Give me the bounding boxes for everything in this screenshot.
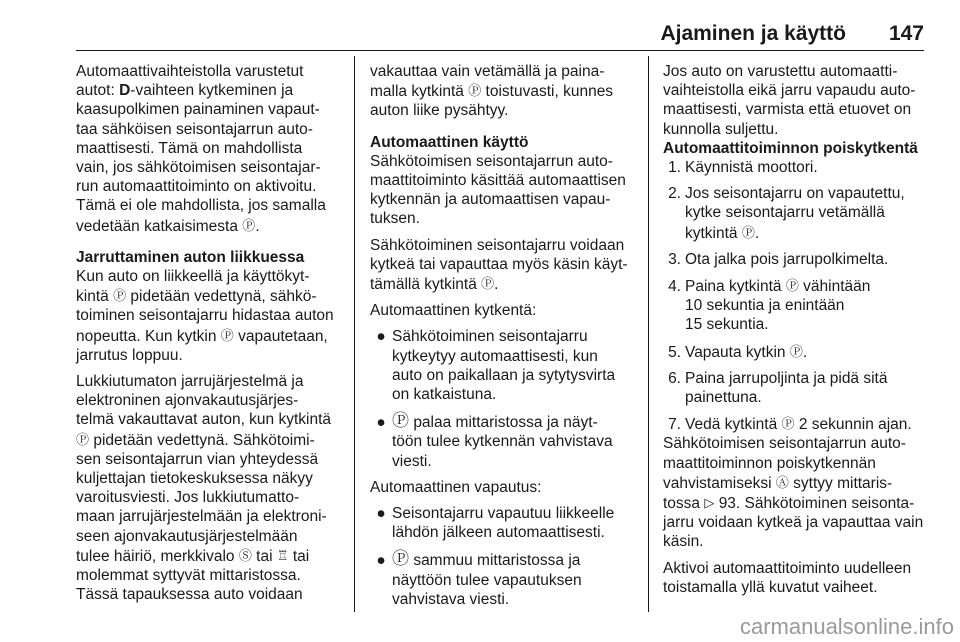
text-line: käsin. — [663, 533, 704, 551]
page-reference-arrow-icon[interactable]: ▷ — [704, 495, 715, 511]
text-line: autot: D-vaihteen kytkeminen ja — [76, 82, 294, 100]
text-line: kytkeä tai vapauttaa myös käsin käyt- — [370, 255, 628, 273]
list-item: ● Ⓟ palaa mittaristossa ja näyt- töön tulee kytkennän vahvistava viesti. — [370, 411, 640, 471]
column-divider-right — [648, 56, 649, 612]
paragraph-abs-esc — [76, 372, 346, 604]
text-line: kuljettajan tietokeskuksessa näkyy — [76, 470, 313, 488]
text-line: Tässä tapauksessa auto voidaan — [76, 586, 303, 604]
text-line: maattisesti. Tämä on mahdollista — [76, 139, 303, 157]
text-line: telmä vakauttavat auton, kun kytkintä — [76, 411, 332, 429]
bullet-icon: ● — [376, 505, 386, 523]
text-line: Ⓟ pidetään vedettynä. Sähkötoimi- — [76, 431, 315, 449]
paragraph-stabilize — [370, 62, 640, 121]
header-divider — [76, 50, 924, 51]
list-item: ● Ⓟ sammuu mittaristossa ja näyttöön tulee vapautuksen vahvistava viesti. — [370, 549, 640, 609]
paragraph-auto-function — [370, 152, 640, 229]
auto-off-indicator-icon: Ⓐ — [775, 474, 789, 490]
bullet-icon: ● — [376, 414, 386, 432]
text-line: Sähkötoimisen seisontajarrun auto- — [370, 152, 613, 170]
text-line: Kun auto on liikkeellä ja käyttökyt- — [76, 268, 310, 286]
text-line: Tämä ei ole mahdollista, jos samalla — [76, 197, 326, 215]
heading-disable-auto: Automaattitoiminnon poiskytkentä — [663, 139, 918, 157]
paragraph-auto-transmission — [76, 62, 346, 236]
text-line: maattitoiminnon poiskytkennän — [663, 454, 876, 472]
heading-automatic-operation: Automaattinen käyttö — [370, 133, 529, 151]
text-line: molemmat syttyvät mittaristossa. — [76, 567, 301, 585]
text-line: jarru voidaan kytkeä ja vapauttaa vain — [663, 514, 924, 532]
text-line: vakauttaa vain vetämällä ja paina- — [370, 63, 605, 80]
parking-brake-indicator-icon: Ⓟ — [392, 411, 409, 431]
text-line: maattitoiminto käsittää automaattisen — [370, 172, 626, 190]
page-number: 147 — [888, 22, 924, 45]
list-item: 5. Vapauta kytkin Ⓟ. — [668, 343, 808, 361]
column-divider-left — [354, 56, 355, 612]
abs-warning-icon: Ⓢ — [238, 547, 252, 563]
numbered-steps — [663, 158, 927, 434]
text-line: Sähkötoimisen seisontajarrun auto- — [663, 435, 906, 453]
text-line: tossa ▷ 93. Sähkötoiminen seisonta- — [663, 495, 915, 513]
text-line: run automaattitoiminto on aktivoitu. — [76, 178, 317, 196]
list-item: 3. Ota jalka pois jarrupolkimelta. — [668, 250, 889, 268]
list-item: 4. Paina kytkintä Ⓟ vähintään 10 sekuntia ja enintään 15 sekuntia. — [668, 278, 871, 334]
text-line: jarrutus loppuu. — [76, 346, 183, 364]
parking-switch-icon: Ⓟ — [242, 217, 256, 233]
text-line: Automaattinen vapautus: — [370, 478, 542, 496]
text-line: maan jarrujärjestelmään ja elektroni- — [76, 508, 327, 526]
text-line: tuksen. — [370, 210, 420, 228]
text-line: varoitusviesti. Jos lukkiutumatto- — [76, 489, 300, 507]
text-line: Automaattinen kytkentä: — [370, 302, 537, 320]
parking-switch-icon: Ⓟ — [76, 431, 90, 447]
text-line: kunnolla suljettu. — [663, 120, 779, 138]
list-item: 7. Vedä kytkintä Ⓟ 2 sekunnin ajan. — [668, 416, 912, 434]
heading-braking-moving: Jarruttaminen auton liikkuessa — [76, 248, 305, 266]
list-item: 6. Paina jarrupoljinta ja pidä sitä painettuna. — [668, 369, 888, 407]
text-line: Aktivoi automaattitoiminto uudelleen — [663, 559, 912, 577]
column-1 — [76, 62, 346, 604]
text-line: kaasupolkimen painaminen vapaut- — [76, 101, 320, 119]
parking-switch-icon: Ⓟ — [468, 83, 482, 99]
text-line: vahvistamiseksi Ⓐ syttyy mittaris- — [663, 474, 893, 492]
parking-switch-icon: Ⓟ — [741, 224, 755, 240]
text-line: taa sähköisen seisontajarrun auto- — [76, 120, 313, 138]
text-line: nopeutta. Kun kytkin Ⓟ vapautetaan, — [76, 327, 328, 345]
list-item: ● Sähkötoiminen seisontajarru kytkeytyy automaattisesti, kun auto on paikallaan ja sytytysvirta on katkaistuna. — [370, 327, 640, 404]
list-item: ● Seisontajarru vapautuu liikkeelle lähdön jälkeen automaattisesti. — [370, 504, 640, 542]
text-line: toiminen seisontajarru hidastaa auton — [76, 307, 334, 325]
bullet-list-engage — [370, 327, 640, 470]
text-line: malla kytkintä Ⓟ toistuvasti, kunnes — [370, 83, 614, 101]
paragraph-reactivate — [663, 559, 927, 597]
paragraph-manual — [370, 236, 640, 295]
paragraph-braking — [76, 267, 346, 365]
bullet-icon: ● — [376, 552, 386, 570]
text-line: maattisesti, varmista että etuovet on — [663, 101, 912, 119]
list-item: 1. Käynnistä moottori. — [668, 159, 818, 177]
text-line: seen ajonvakautusjärjestelmään — [76, 527, 298, 545]
text-line: elektroninen ajonvakautusjärjes- — [76, 392, 299, 410]
text-line: auton liike pysähtyy. — [370, 102, 509, 120]
parking-brake-indicator-icon: Ⓟ — [392, 549, 409, 569]
parking-switch-icon: Ⓟ — [789, 343, 803, 359]
text-line: Jos auto on varustettu automaatti- — [663, 63, 898, 80]
parking-switch-icon: Ⓟ — [481, 276, 495, 292]
text-line: sen seisontajarrun vian yhteydessä — [76, 450, 319, 468]
text-line: tämällä kytkintä Ⓟ. — [370, 276, 499, 294]
text-line: vaihteistolla eikä jarru vapaudu auto- — [663, 82, 916, 100]
chapter-title: Ajaminen ja käyttö — [660, 22, 846, 45]
text-line: Lukkiutumaton jarrujärjestelmä ja — [76, 373, 304, 391]
text-line: vedetään katkaisimesta Ⓟ. — [76, 217, 260, 235]
paragraph-confirm-off — [663, 434, 927, 551]
column-3 — [663, 62, 927, 597]
text-line: kintä Ⓟ pidetään vedettynä, sähkö- — [76, 288, 317, 306]
parking-switch-icon: Ⓟ — [113, 288, 127, 304]
column-2 — [370, 62, 640, 609]
parking-switch-icon: Ⓟ — [220, 327, 234, 343]
page-header — [76, 22, 924, 52]
paragraph-doors — [663, 62, 927, 139]
watermark: carmanualsonline.info — [739, 614, 954, 639]
esc-warning-icon: ♖ — [276, 547, 289, 563]
list-item: 2. Jos seisontajarru on vapautettu, kytke seisontajarru vetämällä kytkintä Ⓟ. — [668, 185, 905, 242]
parking-switch-icon: Ⓟ — [785, 278, 799, 294]
text-line: Automaattivaihteistolla varustetut — [76, 63, 304, 80]
text-line: vain, jos sähkötoimisen seisontajar- — [76, 159, 321, 177]
bullet-icon: ● — [376, 328, 386, 346]
text-line: Sähkötoiminen seisontajarru voidaan — [370, 236, 625, 254]
text-line: tulee häiriö, merkkivalo Ⓢ tai ♖ tai — [76, 547, 310, 565]
parking-switch-icon: Ⓟ — [781, 416, 795, 432]
bullet-list-release — [370, 504, 640, 609]
text-line: kytkennän ja automaattisen vapau- — [370, 191, 611, 209]
text-line: toistamalla yllä kuvatut vaiheet. — [663, 578, 878, 596]
